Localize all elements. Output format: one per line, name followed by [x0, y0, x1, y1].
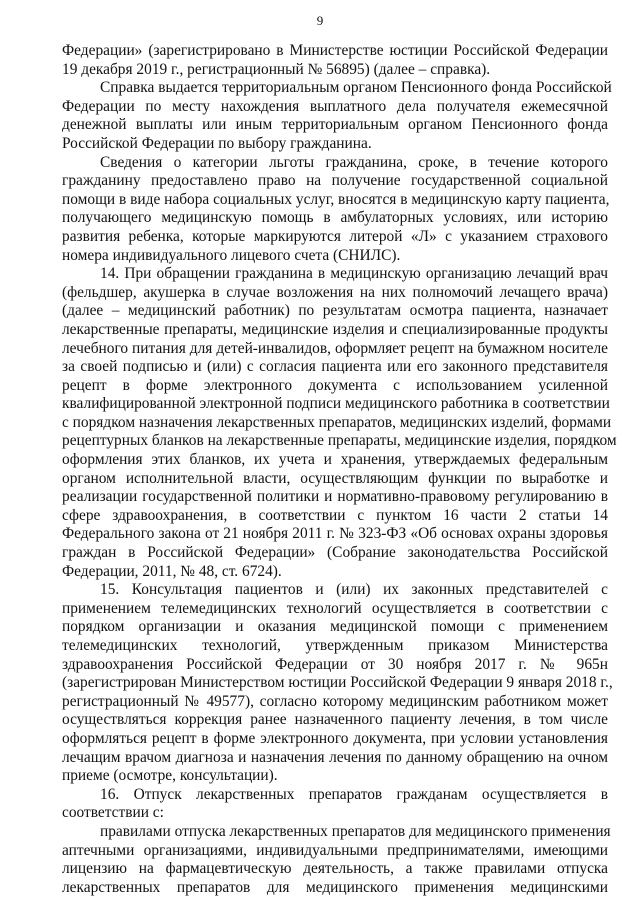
- page-number: 9: [316, 13, 324, 28]
- text-line: лечащим врачом диагноза и назначения лечения по данному обращению на очном: [62, 748, 608, 766]
- text-line: лечебного питания для детей-инвалидов, оформляет рецепт на бумажном носителе: [62, 339, 608, 357]
- text-line: денежной выплаты или иным территориальным органом Пенсионного фонда: [62, 116, 608, 134]
- text-line: (фельдшер, акушерка в случае возложения на них полномочий лечащего врача): [62, 283, 608, 301]
- text-line: квалифицированной электронной подписи медицинского работника в соответствии: [62, 395, 610, 413]
- text-line: номера индивидуального лицевого счета (СНИЛС).: [62, 246, 401, 264]
- text-line: здравоохранения Российской Федерации от 30 ноября 2017 г. № 965н: [62, 655, 608, 673]
- text-line: граждан в Российской Федерации» (Собрание законодательства Российской: [62, 544, 608, 562]
- text-line: применением телемедицинских технологий осуществляется в соответствии с: [62, 599, 608, 617]
- text-line: лекарственные препараты, медицинские изделия и специализированные продукты: [62, 320, 608, 338]
- text-line: 15. Консультация пациентов и (или) их законных представителей с: [100, 581, 608, 599]
- text-line: (зарегистрирован Министерством юстиции Российской Федерации 9 января 2018 г.,: [62, 674, 613, 692]
- text-line: гражданину предоставлено право на получение государственной социальной: [62, 172, 608, 190]
- text-line: порядком организации и оказания медицинской помощи с применением: [62, 618, 608, 636]
- text-line: приеме (осмотре, консультации).: [62, 767, 278, 785]
- text-line: лекарственных препаратов для медицинского применения медицинскими: [62, 878, 608, 896]
- text-line: рецепт в форме электронного документа с использованием усиленной: [62, 376, 608, 394]
- text-line: 16. Отпуск лекарственных препаратов гражданам осуществляется в: [100, 785, 608, 803]
- text-line: получающего медицинскую помощь в амбулаторных условиях, или историю: [62, 209, 608, 227]
- document-body: [62, 42, 617, 897]
- text-line: с порядком назначения лекарственных препаратов, медицинских изделий, формами: [62, 413, 612, 431]
- text-line: Федерации по месту нахождения выплатного дела получателя ежемесячной: [62, 97, 608, 115]
- text-line: осуществляться коррекция ранее назначенного пациенту лечения, в том числе: [62, 711, 608, 729]
- text-line: телемедицинских технологий, утвержденным приказом Министерства: [62, 637, 608, 654]
- text-line: развития ребенка, которые маркируются литерой «Л» с указанием страхового: [62, 227, 608, 245]
- text-line: оформляться рецепт в форме электронного документа, при условии установления: [62, 729, 608, 747]
- text-line: соответствии с:: [62, 804, 164, 822]
- text-line: правилами отпуска лекарственных препаратов для медицинского применения: [100, 822, 611, 840]
- text-line: Федерации» (зарегистрировано в Министерстве юстиции Российской Федерации: [62, 42, 608, 59]
- text-line: аптечными организациями, индивидуальными предпринимателями, имеющими: [62, 841, 608, 859]
- text-line: 19 декабря 2019 г., регистрационный № 56895) (далее – справка).: [62, 60, 491, 78]
- text-line: 14. При обращении гражданина в медицинскую организацию лечащий врач: [100, 265, 608, 283]
- text-line: Федерального закона от 21 ноября 2011 г. № 323-ФЗ «Об основах охраны здоровья: [62, 525, 608, 543]
- text-line: (далее – медицинский работник) по результатам осмотра пациента, назначает: [62, 302, 608, 320]
- text-line: за своей подписью и (или) с согласия пациента или его законного представителя: [62, 358, 608, 376]
- text-line: Российской Федерации по выбору гражданина.: [62, 134, 372, 152]
- text-line: рецептурных бланков на лекарственные препараты, медицинские изделия, порядком: [62, 432, 617, 450]
- text-line: реализации государственной политики и нормативно-правовому регулированию в: [62, 488, 608, 506]
- text-line: Федерации, 2011, № 48, ст. 6724).: [62, 562, 282, 580]
- text-line: регистрационный № 49577), согласно которому медицинским работником может: [62, 692, 608, 710]
- text-line: органом исполнительной власти, осуществляющим функции по выработке и: [62, 469, 608, 487]
- text-line: Справка выдается территориальным органом Пенсионного фонда Российской: [100, 79, 612, 97]
- text-line: помощи в виде набора социальных услуг, вносятся в медицинскую карту пациента,: [62, 190, 610, 208]
- text-line: сфере здравоохранения, в соответствии с пунктом 16 части 2 статьи 14: [62, 506, 608, 524]
- text-line: Сведения о категории льготы гражданина, сроке, в течение которого: [100, 153, 608, 171]
- text-line: лицензию на фармацевтическую деятельность, а также правилами отпуска: [62, 860, 608, 878]
- text-line: оформления этих бланков, их учета и хранения, утверждаемых федеральным: [62, 451, 608, 469]
